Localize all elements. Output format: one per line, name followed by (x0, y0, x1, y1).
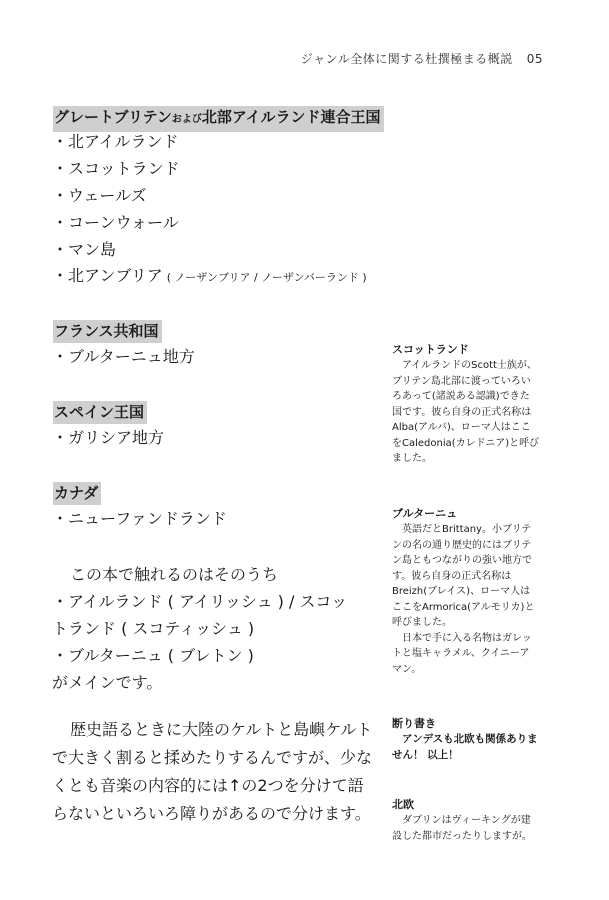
running-header (301, 50, 543, 67)
header-title: ジャンル全体に関する杜撰極まる概説 (300, 52, 513, 66)
sidebar-note-line: 国です。彼ら自身の正式名称は (392, 406, 532, 418)
sidebar-note-brittany (392, 506, 544, 677)
sidebar-note-title: 北欧 (392, 798, 414, 811)
sidebar-note-scotland (392, 342, 544, 467)
sidebar-note-line: 設した都市だったりしますが。 (392, 830, 532, 842)
sidebar-note-nordic (392, 797, 544, 844)
sidebar-note-line: アンデスも北欧も関係ありま (402, 733, 538, 745)
section-heading-france: フランス共和国 (53, 320, 162, 343)
list-item: ・ウェールズ (52, 186, 147, 205)
sidebar-note-title: 断り書き (392, 717, 436, 730)
sidebar-note-line: せん！ 以上！ (392, 748, 459, 761)
section-heading-canada: カナダ (53, 482, 101, 505)
list-item: ・ブルターニュ地方 (52, 347, 195, 366)
paragraph-history (52, 716, 372, 828)
sidebar-note-line: 日本で手に入る名物はガレッ (402, 632, 532, 644)
sidebar-note-line: ンの名の通り歴史的にはブリテ (392, 539, 532, 551)
heading-text-rest: 北部アイルランド連合王国 (201, 108, 381, 126)
heading-text: グレートブリテン (54, 108, 172, 126)
paragraph-line: で大きく割ると揉めたりするんですが、少な (52, 748, 373, 767)
paragraph-main-focus (52, 561, 372, 696)
sidebar-note-title: スコットランド (392, 343, 469, 356)
list-item-text: ・北アンブリア (52, 266, 163, 285)
sidebar-note-line: ブリテン島北部に渡っていろい (392, 375, 531, 387)
list-item: ・コーンウォール (52, 213, 179, 232)
paragraph-line: 歴史語るときに大陸のケルトと島嶼ケルト (70, 720, 373, 739)
sidebar-note-line: ここをArmorica(アルモリカ)と (392, 601, 535, 613)
list-item: ・スコットランド (52, 159, 180, 178)
sidebar-note-title: ブルターニュ (392, 507, 458, 520)
paragraph-line: がメインです。 (52, 673, 163, 692)
list-item: ・ガリシア地方 (52, 428, 165, 447)
sidebar-note-line: ン島ともつながりの強い地方で (392, 555, 532, 566)
page-number: 05 (526, 52, 543, 66)
sidebar-note-line: ました。 (392, 453, 432, 464)
list-item: ・マン島 (52, 240, 117, 259)
sidebar-note-line: ダブリンはヴィーキングが建 (402, 815, 531, 826)
paragraph-line: トランド ( スコティッシュ ) (52, 619, 255, 638)
list-item-note: ( ノーザンブリア / ノーザンバーランド ) (166, 271, 367, 284)
heading-small-text: および (171, 114, 202, 125)
sidebar-note-disclaimer (392, 716, 544, 763)
sidebar-note-line: 呼びました。 (392, 617, 452, 628)
sidebar-note-line: ろあって(諸説ある認識)できた (392, 391, 530, 402)
section-heading-uk (53, 106, 384, 132)
sidebar-note-line: 英語だとBrittany。小ブリテ (402, 524, 532, 535)
paragraph-line: ・ブルターニュ ( ブレトン ) (52, 646, 254, 665)
list-item: ・ニューファンドランド (52, 509, 227, 528)
list-item: ・北アイルランド (52, 132, 179, 151)
paragraph-line: らないといろいろ障りがあるので分けます。 (52, 804, 371, 823)
sidebar-note-line: をCaledonia(カレドニア)と呼び (392, 437, 540, 449)
sidebar-note-line: トと塩キャラメル、クイニーア (392, 648, 530, 659)
paragraph-line: くとも音楽の内容的には↑の2つを分けて語 (52, 776, 364, 795)
sidebar-note-line: アイルランドのScott士族が、 (402, 360, 537, 371)
sidebar-note-line: マン。 (392, 663, 422, 675)
paragraph-line: ・アイルランド ( アイリッシュ ) / スコッ (52, 592, 348, 611)
list-item (52, 264, 367, 290)
sidebar-note-line: Alba(アルバ)、ローマ人はここ (392, 422, 531, 433)
sidebar-note-line: Breizh(ブレイス)、ローマ人は (392, 586, 531, 597)
section-heading-spain: スペイン王国 (53, 401, 147, 424)
sidebar-note-line: す。彼ら自身の正式名称は (392, 570, 512, 582)
paragraph-line: この本で触れるのはそのうち (70, 565, 279, 584)
